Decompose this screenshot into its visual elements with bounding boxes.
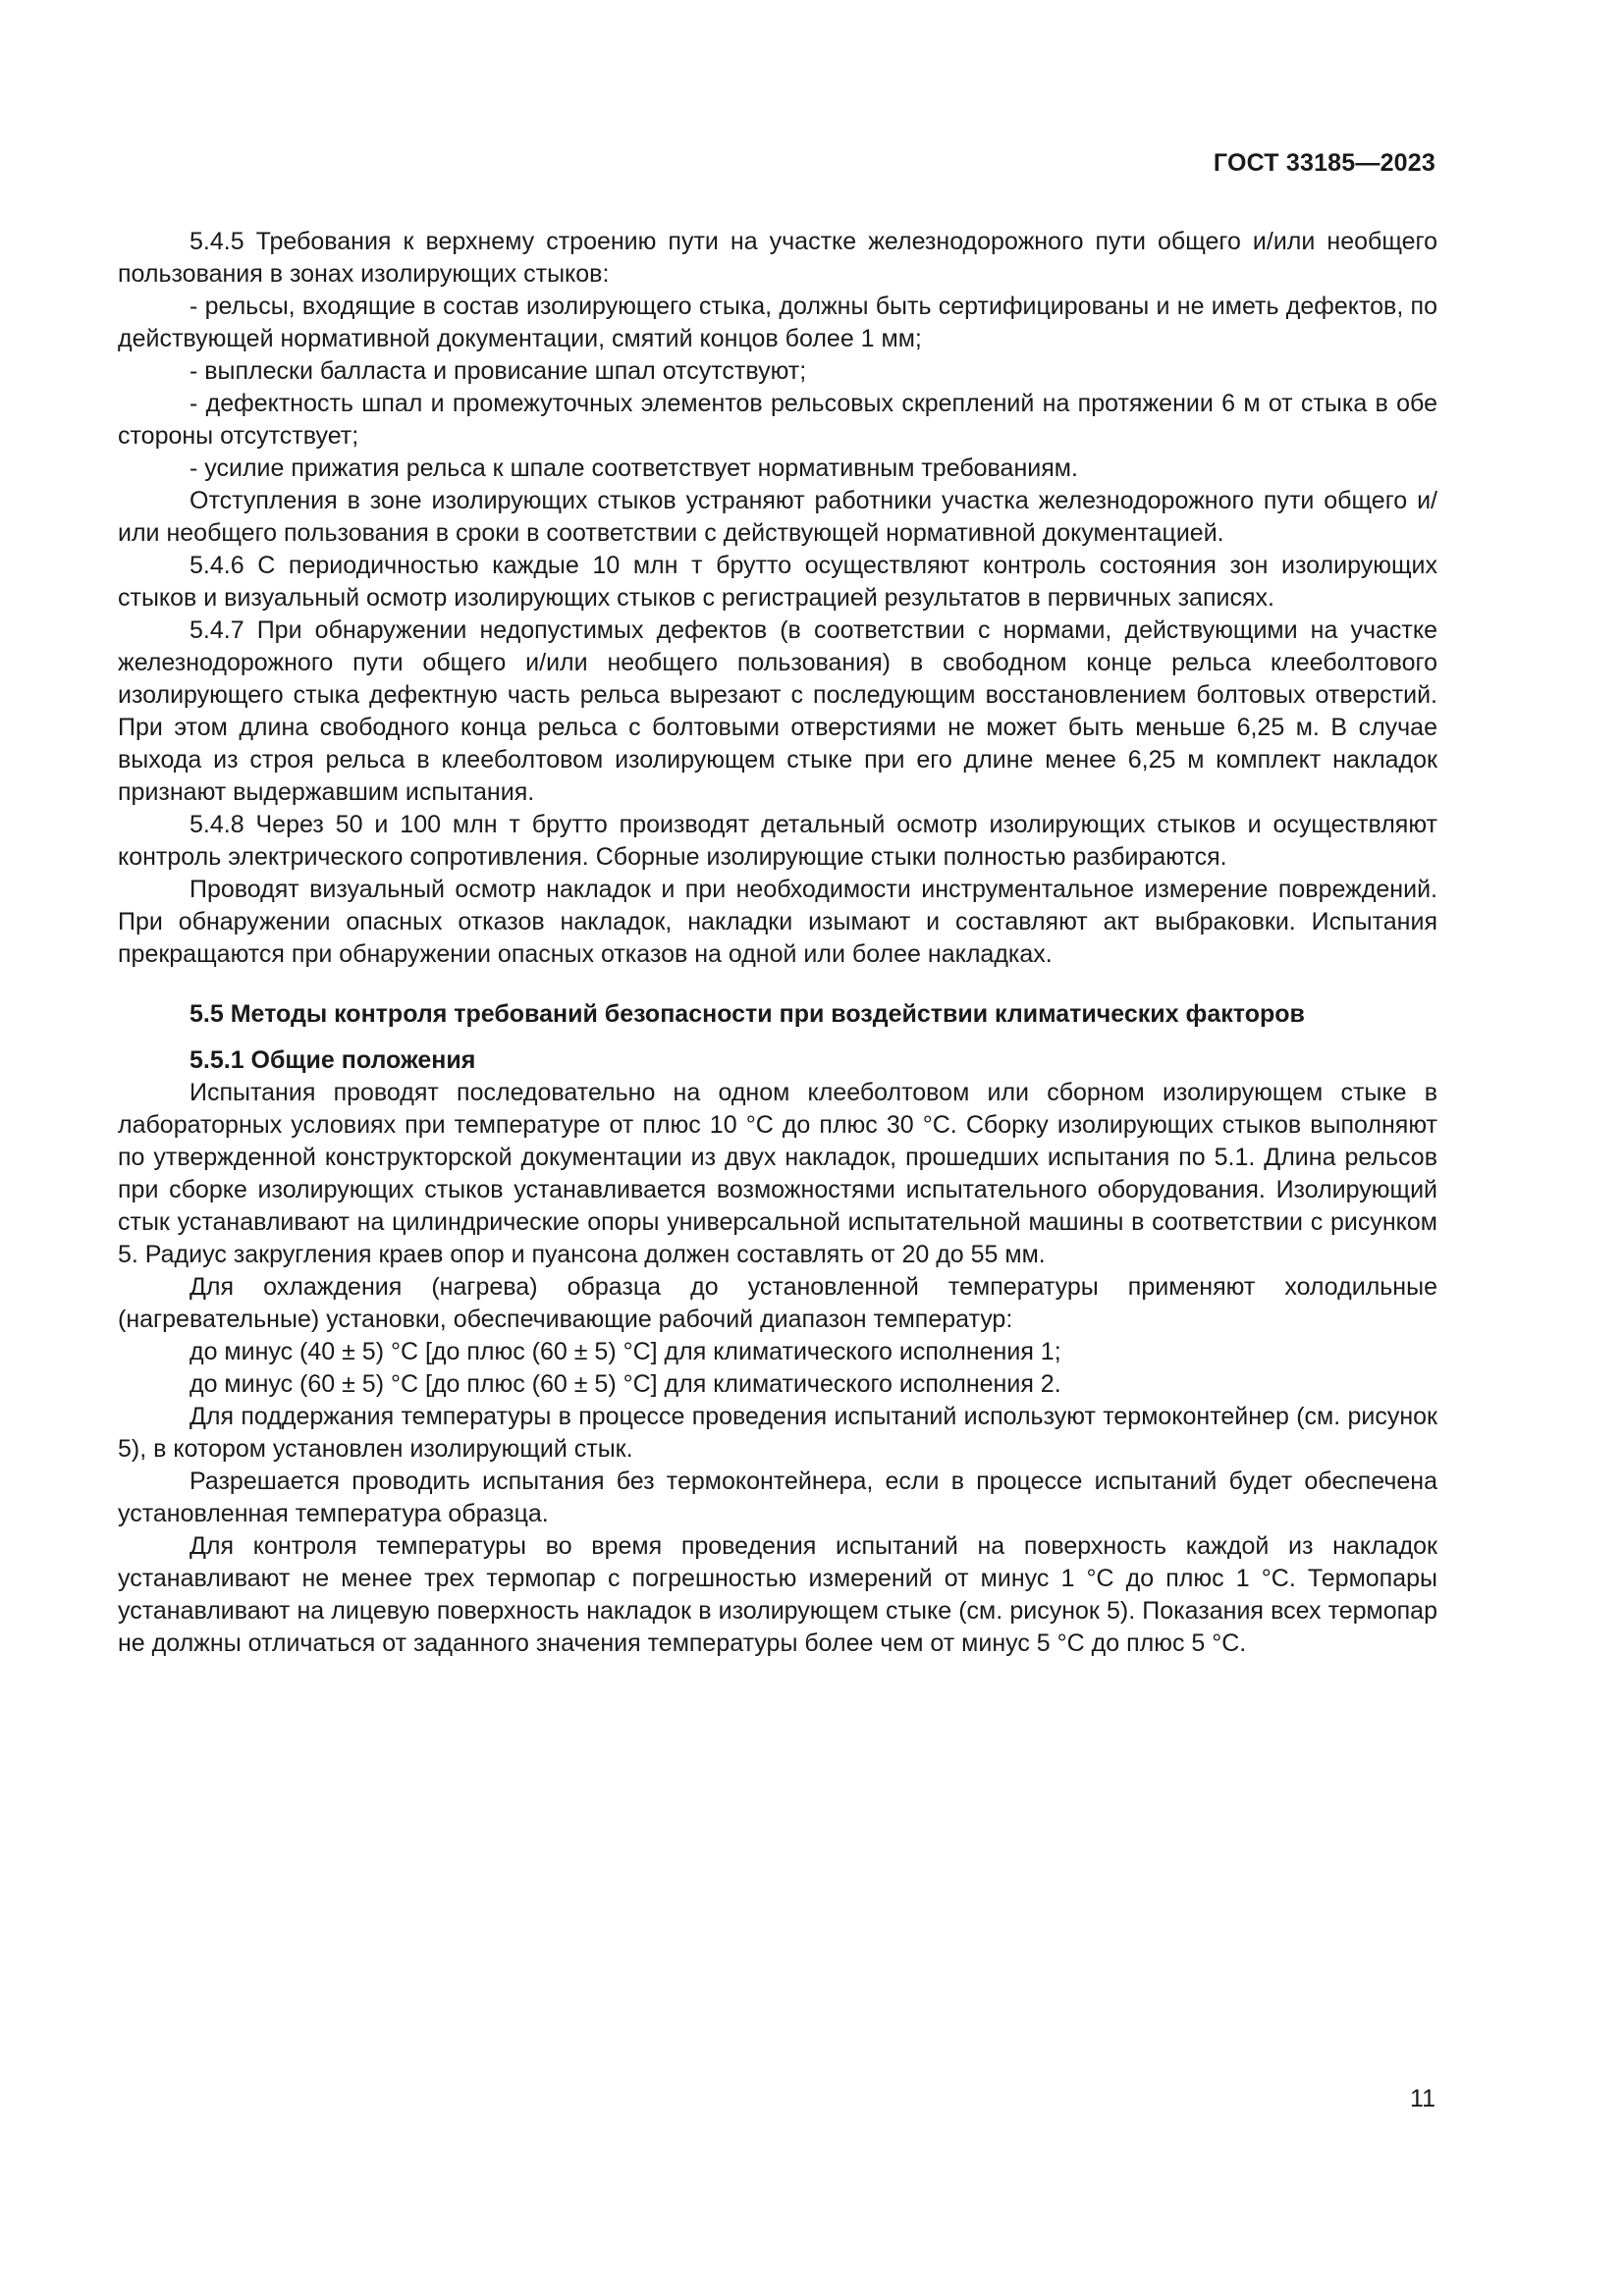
- page-number: 11: [1410, 2085, 1435, 2112]
- paragraph-without-container: Разрешается проводить испытания без термоконтейнера, если в процессе испытаний будет обеспечена установленная температура образца.: [118, 1468, 1437, 1527]
- paragraph-5-4-7: 5.4.7 При обнаружении недопустимых дефектов (в соответствии с нормами, действующими на участке железнодорожного пути общего и/или необщего пользования) в свободном конце рельса клееболтового изолирующего стыка дефектную часть рельса вырезают с последующим восстановлением болтовых отверстий. При этом длина свободного конца рельса с болтовыми отверстиями не может быть меньше 6,25 м. В случае выхода из строя рельса в клееболтовом изолирующем стыке при его длине менее 6,25 м комплект накладок признают выдержавшим испытания.: [118, 616, 1437, 806]
- paragraph-thermocouples: Для контроля температуры во время проведения испытаний на поверхность каждой из накладок устанавливают не менее трех термопар с погрешностью измерений от минус 1 °С до плюс 1 °С. Термопары устанавливают на лицевую поверхность накладок в изолирующем стыке (см. рисунок 5). Показания всех термопар не должны отличаться от заданного значения температуры более чем от минус 5 °С до плюс 5 °С.: [118, 1532, 1437, 1657]
- paragraph-tests-conditions: Испытания проводят последовательно на одном клееболтовом или сборном изолирующем стыке в лабораторных условиях при температуре от плюс 10 °С до плюс 30 °С. Сборку изолирующих стыков выполняют по утвержденной конструкторской документации из двух накладок, прошедших испытания по 5.1. Длина рельсов при сборке изолирующих стыков устанавливается возможностями испытательного оборудования. Изолирующий стык устанавливают на цилиндрические опоры универсальной испытательной машины в соответствии с рисунком 5. Радиус закругления краев опор и пуансона должен составлять от 20 до 55 мм.: [118, 1079, 1437, 1268]
- list-item-ballast: - выплески балласта и провисание шпал отсутствуют;: [189, 357, 807, 385]
- list-item-sleepers: - дефектность шпал и промежуточных элементов рельсовых скреплений на протяжении 6 м от стыка в обе стороны отсутствует;: [118, 390, 1437, 450]
- list-item-rails: - рельсы, входящие в состав изолирующего стыка, должны быть сертифицированы и не иметь дефектов, по действующей нормативной документации, смятий концов более 1 мм;: [118, 293, 1437, 352]
- subsection-heading-5-5-1: 5.5.1 Общие положения: [189, 1046, 476, 1074]
- paragraph-5-4-8: 5.4.8 Через 50 и 100 млн т брутто производят детальный осмотр изолирующих стыков и осуществляют контроль электрического сопротивления. Сборные изолирующие стыки полностью разбираются.: [118, 811, 1437, 871]
- document-id-header: ГОСТ 33185—2023: [1213, 149, 1435, 177]
- section-heading-5-5: 5.5 Методы контроля требований безопасности при воздействии климатических факторов: [189, 1000, 1305, 1028]
- paragraph-climate-2: до минус (60 ± 5) °С [до плюс (60 ± 5) °С] для климатического исполнения 2.: [189, 1370, 1061, 1398]
- paragraph-inspection: Проводят визуальный осмотр накладок и при необходимости инструментальное измерение повреждений. При обнаружении опасных отказов накладок, накладки изымают и составляют акт выбраковки. Испытания прекращаются при обнаружении опасных отказов на одной или более накладках.: [118, 876, 1437, 968]
- paragraph-thermocontainer: Для поддержания температуры в процессе проведения испытаний используют термоконтейнер (см. рисунок 5), в котором установлен изолирующий стык.: [118, 1403, 1437, 1463]
- paragraph-climate-1: до минус (40 ± 5) °С [до плюс (60 ± 5) °С] для климатического исполнения 1;: [189, 1338, 1061, 1365]
- paragraph-5-4-5: 5.4.5 Требования к верхнему строению пути на участке железнодорожного пути общего и/или необщего пользования в зонах изолирующих стыков:: [118, 228, 1437, 288]
- page-content: [118, 226, 1437, 1660]
- paragraph-5-4-6: 5.4.6 С периодичностью каждые 10 млн т брутто осуществляют контроль состояния зон изолирующих стыков и визуальный осмотр изолирующих стыков с регистрацией результатов в первичных записях.: [118, 552, 1437, 612]
- paragraph-deviations: Отступления в зоне изолирующих стыков устраняют работники участка железнодорожного пути общего и/или необщего пользования в сроки в соответствии с действующей нормативной документацией.: [118, 487, 1437, 547]
- paragraph-cooling: Для охлаждения (нагрева) образца до установленной температуры применяют холодильные (нагревательные) установки, обеспечивающие рабочий диапазон температур:: [118, 1273, 1437, 1333]
- list-item-clamping: - усилие прижатия рельса к шпале соответствует нормативным требованиям.: [189, 454, 1078, 482]
